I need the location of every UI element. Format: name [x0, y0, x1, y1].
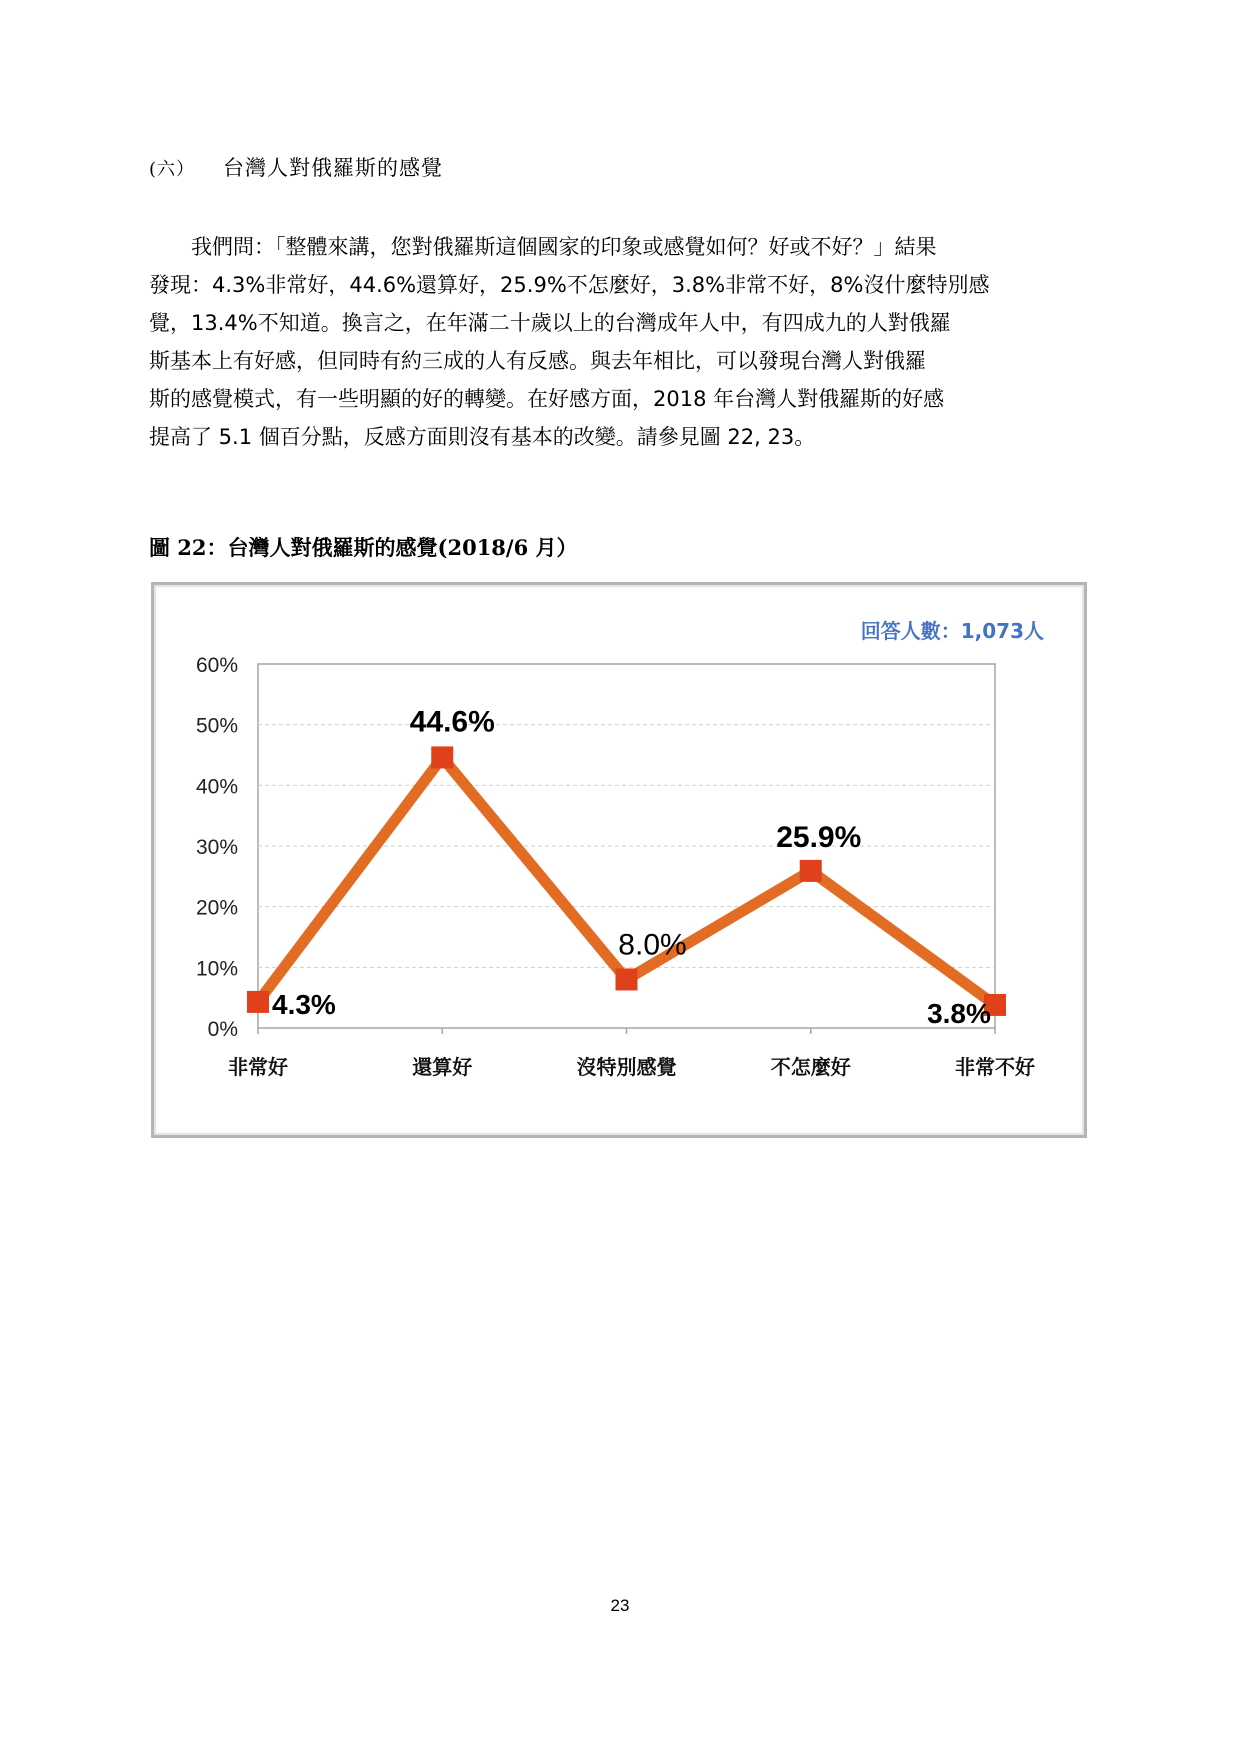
section-number: (六） — [149, 159, 196, 180]
data-label: 44.6% — [409, 705, 495, 739]
x-tick-label: 沒特別感覺 — [576, 1055, 677, 1079]
body-paragraph — [149, 228, 1091, 456]
line-chart — [154, 585, 1084, 1135]
y-tick-label: 30% — [195, 836, 238, 859]
data-label: 3.8% — [927, 997, 991, 1029]
respondent-count: 回答人數：1,073人 — [860, 619, 1044, 643]
y-tick-label: 0% — [207, 1018, 238, 1041]
y-tick-label: 40% — [195, 775, 238, 799]
y-tick-label: 60% — [195, 654, 238, 677]
data-point — [247, 991, 269, 1013]
paragraph-line: 我們問：「整體來講，您對俄羅斯這個國家的印象或感覺如何？好或不好？」結果 — [149, 235, 937, 259]
y-tick-label: 10% — [195, 957, 238, 981]
chart-frame — [151, 582, 1087, 1138]
x-tick-label: 非常好 — [228, 1055, 288, 1079]
paragraph-line: 發現：4.3%非常好，44.6%還算好，25.9%不怎麼好，3.8%非常不好，8%沒什麼特別感 — [149, 273, 990, 297]
section-heading — [149, 152, 443, 182]
data-point — [616, 968, 638, 990]
x-tick-label: 不怎麼好 — [770, 1055, 851, 1079]
data-label: 8.0% — [618, 928, 687, 962]
paragraph-line: 斯基本上有好感，但同時有約三成的人有反感。與去年相比，可以發現台灣人對俄羅 — [149, 349, 926, 373]
x-tick-label: 還算好 — [412, 1055, 473, 1079]
y-tick-label: 50% — [195, 714, 238, 738]
data-label: 4.3% — [272, 988, 336, 1020]
x-tick-label: 非常不好 — [955, 1055, 1035, 1079]
paragraph-line: 提高了 5.1 個百分點，反感方面則沒有基本的改變。請參見圖 22, 23。 — [149, 425, 816, 449]
data-point — [431, 746, 453, 768]
data-point — [800, 860, 822, 882]
paragraph-line: 覺，13.4%不知道。換言之，在年滿二十歲以上的台灣成年人中，有四成九的人對俄羅 — [149, 311, 951, 335]
data-label: 25.9% — [776, 820, 862, 854]
page-number: 23 — [610, 1596, 630, 1615]
figure-caption: 圖 22：台灣人對俄羅斯的感覺(2018/6 月） — [149, 535, 578, 560]
paragraph-line: 斯的感覺模式，有一些明顯的好的轉變。在好感方面，2018 年台灣人對俄羅斯的好感 — [149, 387, 945, 411]
section-title: 台灣人對俄羅斯的感覺 — [223, 156, 443, 180]
y-tick-label: 20% — [195, 896, 238, 920]
